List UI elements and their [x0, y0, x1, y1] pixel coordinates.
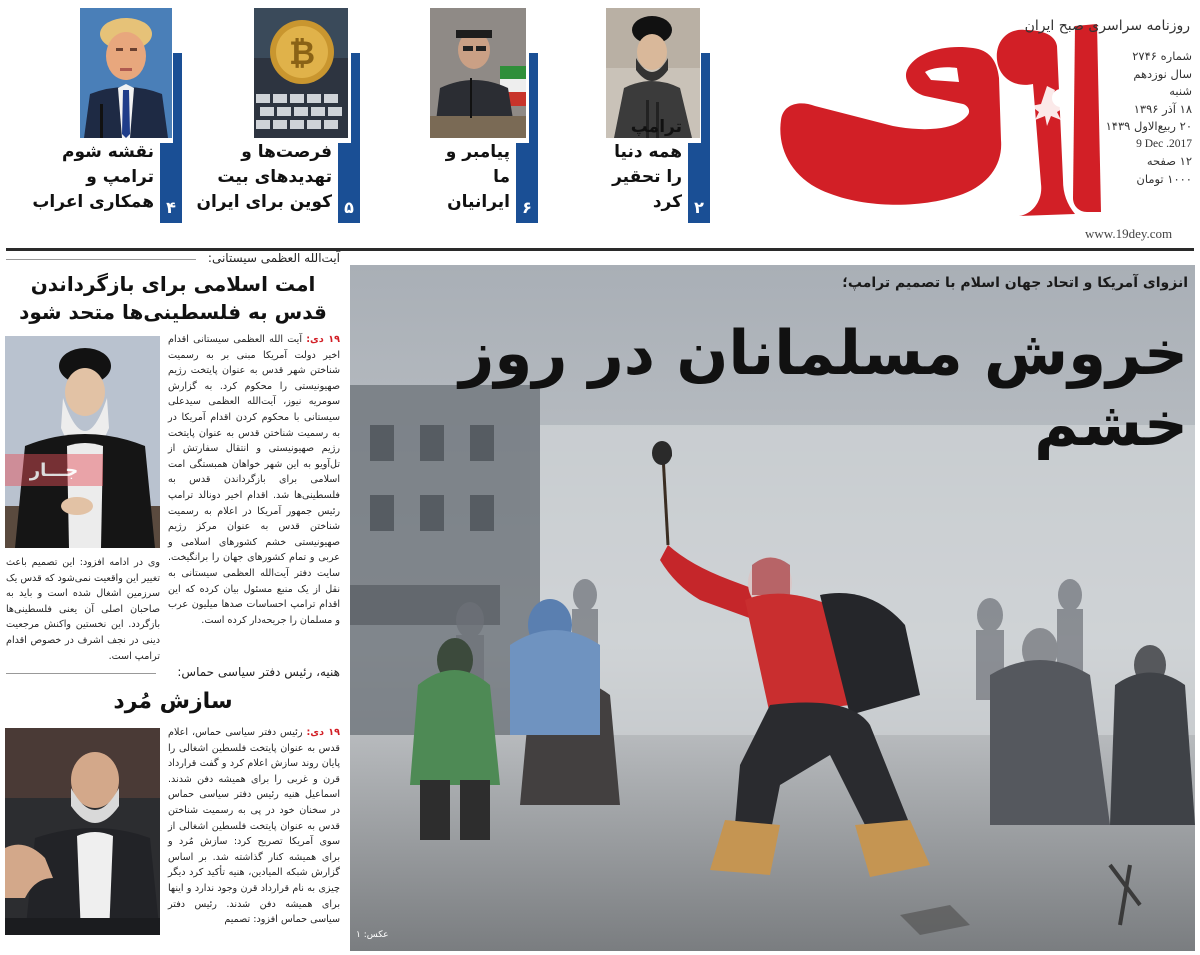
issue-year: سال نوزدهم: [1133, 66, 1192, 81]
teaser-page-number: ۶: [516, 143, 538, 223]
story1-headline[interactable]: امت اسلامی برای بازگرداندن قدس به فلسطینی‌ها متحد شود: [19, 272, 327, 324]
story2-headline[interactable]: سازش مُرد: [113, 689, 233, 714]
story1-photo: [5, 336, 160, 548]
website-url[interactable]: www.19dey.com: [1085, 226, 1173, 241]
issue-date-gregorian: 9 Dec .2017: [1136, 137, 1192, 150]
story1-lead: ۱۹ دی:: [306, 334, 340, 345]
story2-label-text: هنیه، رئیس دفتر سیاسی حماس:: [177, 665, 340, 679]
photo-credit: عکس: ۱: [356, 930, 389, 940]
newspaper-tagline: روزنامه سراسری صبح ایران: [1024, 18, 1190, 34]
main-story-kicker: انزوای آمریکا و اتحاد جهان اسلام با تصمیم ترامپ؛: [842, 275, 1188, 291]
story1-body-text: آیت الله العظمی سیستانی اقدام اخیر دولت آمریکا مبنی بر به رسمیت شناختن شهر قدس به عنوان پایتخت رژیم صهیونیستی را محکوم کرد. به گزارش سومریه نیوز، آیت‌الله العظمی سیدعلی سیستانی با محکوم کردن اقدام آمریکا در به رسمیت شناختن قدس به عنوان پایتخت رژیم صهیونیستی و انتقال سفارتش از تل‌آویو به این شهر خواهان همبستگی امت اسلامی برای بازگرداندن قدس به فلسطینی‌ها شد. اقدام اخیر دونالد ترامپ رئیس جمهور آمریکا در اعلام به رسمیت شناختن قدس به عنوان مرکز رژیم صهیونیستی خشم کشورهای اسلامی و عربی و تمام کشورهای جهان را برانگیخت. سایت دفتر آیت‌الله العظمی سیستانی به نقل از یک منبع مسئول بیان کرده که این اقدام ترامپ احساسات صدها میلیون عرب و مسلمان را جریحه‌دار کرده است.: [168, 334, 340, 626]
teaser-photo-trump: [80, 8, 172, 138]
issue-number: شماره ۲۷۴۶: [1132, 49, 1192, 63]
teaser-accent-bar: [173, 53, 182, 143]
watermark-logo: جـــار: [5, 454, 103, 486]
teaser-title: نقشه شوم ترامپ و همکاری اعراب: [32, 142, 154, 212]
issue-pages: ۱۲ صفحه: [1146, 154, 1192, 168]
teaser-page-6[interactable]: [430, 8, 538, 223]
story2-photo: [5, 728, 160, 935]
teaser-page-2[interactable]: [606, 8, 710, 223]
story2-label: [6, 665, 340, 679]
story2-lead: ۱۹ دی:: [306, 727, 340, 738]
teaser-title: فرصت‌ها و تهدیدهای بیت کوین برای ایران: [196, 142, 332, 212]
teaser-title: پیامبر و ما ایرانیان: [445, 142, 510, 212]
masthead-logo: [775, 8, 1105, 218]
issue-date-solar: ۱۸ آذر ۱۳۹۶: [1133, 101, 1192, 116]
story2-body-text: رئیس دفتر سیاسی حماس، اعلام قدس به عنوان پایتخت فلسطین اشغالی را پایان روند سازش اعلام کرد و گفت قرارداد قرن و غربی را برای همیشه دفن شدند. اسماعیل هنیه رئیس دفتر سیاسی حماس در سخنان خود در پی به رسمیت شناختن قدس به عنوان پایتخت فلسطین اشغالی از سوی آمریکا تصریح کرد: سازش مُرد و برای همیشه کنار گذاشته شد. بر اساس گزارش شبکه المیادین، هنیه تأکید کرد دیگر چیزی به نام قرارداد قرن وجود ندارد و اینها برای همیشه دفن شدند. رئیس دفتر سیاسی حماس افزود: تصمیم: [168, 727, 340, 926]
teaser-accent-bar: [701, 53, 710, 143]
issue-price: ۱۰۰۰ تومان: [1136, 171, 1192, 186]
teaser-page-number: ۲: [688, 143, 710, 223]
story2-label-rule: [6, 673, 156, 674]
teaser-photo-official: [430, 8, 526, 138]
issue-date-lunar: ۲۰ ربیع‌الاول ۱۴۳۹: [1105, 119, 1192, 133]
teaser-accent-bar: [351, 53, 360, 143]
svg-text:₿: ₿: [288, 34, 316, 72]
story1-label-rule: [6, 259, 196, 260]
issue-weekday: شنبه: [1169, 84, 1192, 98]
teaser-page-number: ۵: [338, 143, 360, 223]
story1-continuation: وی در ادامه افزود: این تصمیم باعث تغییر این واقعیت نمی‌شود که قدس یک سرزمین اشغال شده است و باید به صاحبان اصلی آن یعنی فلسطینی‌ها بازگردد. این نخستین واکنش مرجعیت دینی در نجف اشرف در خصوص اقدام ترامپ است.: [6, 557, 160, 662]
teaser-photo-bitcoin: [254, 8, 348, 138]
teaser-page-number: ۴: [160, 143, 182, 223]
issue-info: [1100, 48, 1192, 188]
teaser-page-5[interactable]: [188, 8, 360, 223]
main-story-headline[interactable]: خروش مسلمانان در روز خشم: [459, 318, 1188, 460]
teaser-page-4[interactable]: [30, 8, 182, 223]
story1-body: [168, 332, 340, 650]
story1-label: [6, 251, 340, 265]
teaser-title: ترامپ همه دنیا را تحقیر کرد: [612, 117, 682, 212]
story1-label-text: آیت‌الله العظمی سیستانی:: [207, 251, 340, 265]
story2-body: [168, 725, 340, 949]
teaser-accent-bar: [529, 53, 538, 143]
